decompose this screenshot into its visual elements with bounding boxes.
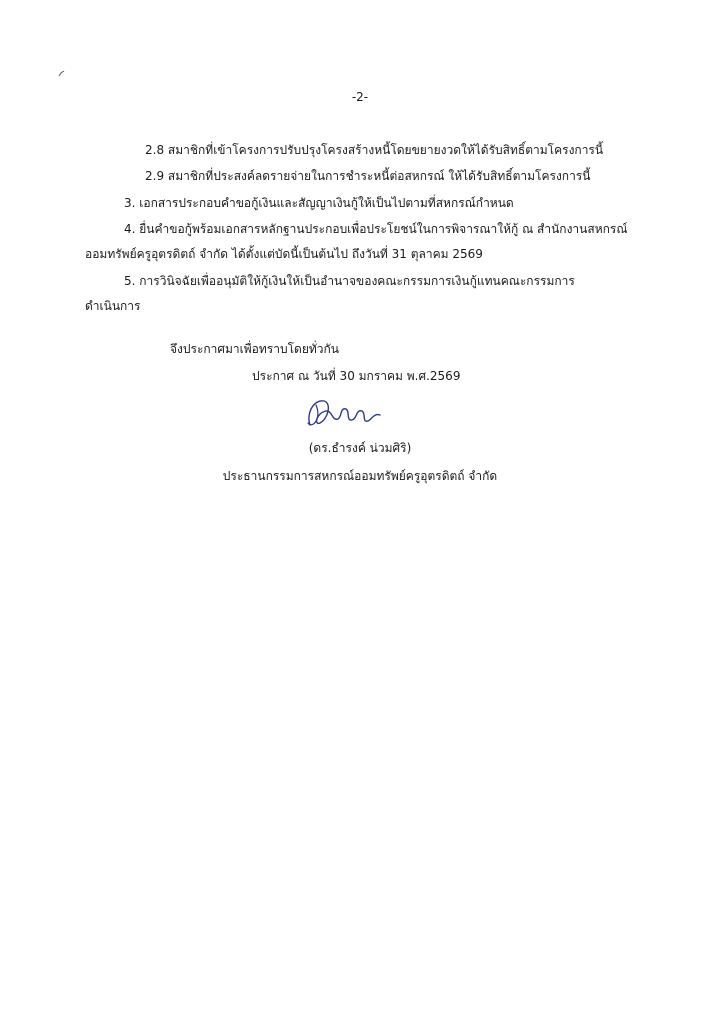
- item-4-line-1: 4. ยื่นคำขอกู้พร้อมเอกสารหลักฐานประกอบเพื่อประโยชน์ในการพิจารณาให้กู้ ณ สำนักงานสหกรณ์: [124, 222, 628, 236]
- announcement-date: ประกาศ ณ วันที่ 30 มกราคม พ.ศ.2569: [252, 369, 461, 383]
- item-5-line-1: 5. การวินิจฉัยเพื่ออนุมัติให้กู้เงินให้เป็นอำนาจของคณะกรรมการเงินกู้แทนคณะกรรมการ: [124, 274, 575, 288]
- item-3: 3. เอกสารประกอบคำขอกู้เงินและสัญญาเงินกู้ให้เป็นไปตามที่สหกรณ์กำหนด: [124, 196, 514, 210]
- signature: [302, 393, 384, 433]
- scan-speck: [58, 70, 66, 78]
- signer-name: (ดร.ธำรงค์ น่วมศิริ): [308, 441, 412, 455]
- item-2-9: 2.9 สมาชิกที่ประสงค์ลดรายจ่ายในการชำระหนี้ต่อสหกรณ์ ให้ได้รับสิทธิ์ตามโครงการนี้: [145, 169, 591, 183]
- page-number: -2-: [351, 90, 369, 104]
- item-4-line-2: ออมทรัพย์ครูอุตรดิตถ์ จำกัด ได้ตั้งแต่บัดนี้เป็นต้นไป ถึงวันที่ 31 ตุลาคม 2569: [85, 247, 483, 261]
- item-2-8: 2.8 สมาชิกที่เข้าโครงการปรับปรุงโครงสร้างหนี้โดยขยายงวดให้ได้รับสิทธิ์ตามโครงการนี้: [145, 143, 604, 157]
- item-5-line-2: ดำเนินการ: [85, 299, 141, 313]
- closing-statement: จึงประกาศมาเพื่อทราบโดยทั่วกัน: [170, 342, 339, 356]
- signer-title: ประธานกรรมการสหกรณ์ออมทรัพย์ครูอุตรดิตถ์ จำกัด: [222, 469, 498, 483]
